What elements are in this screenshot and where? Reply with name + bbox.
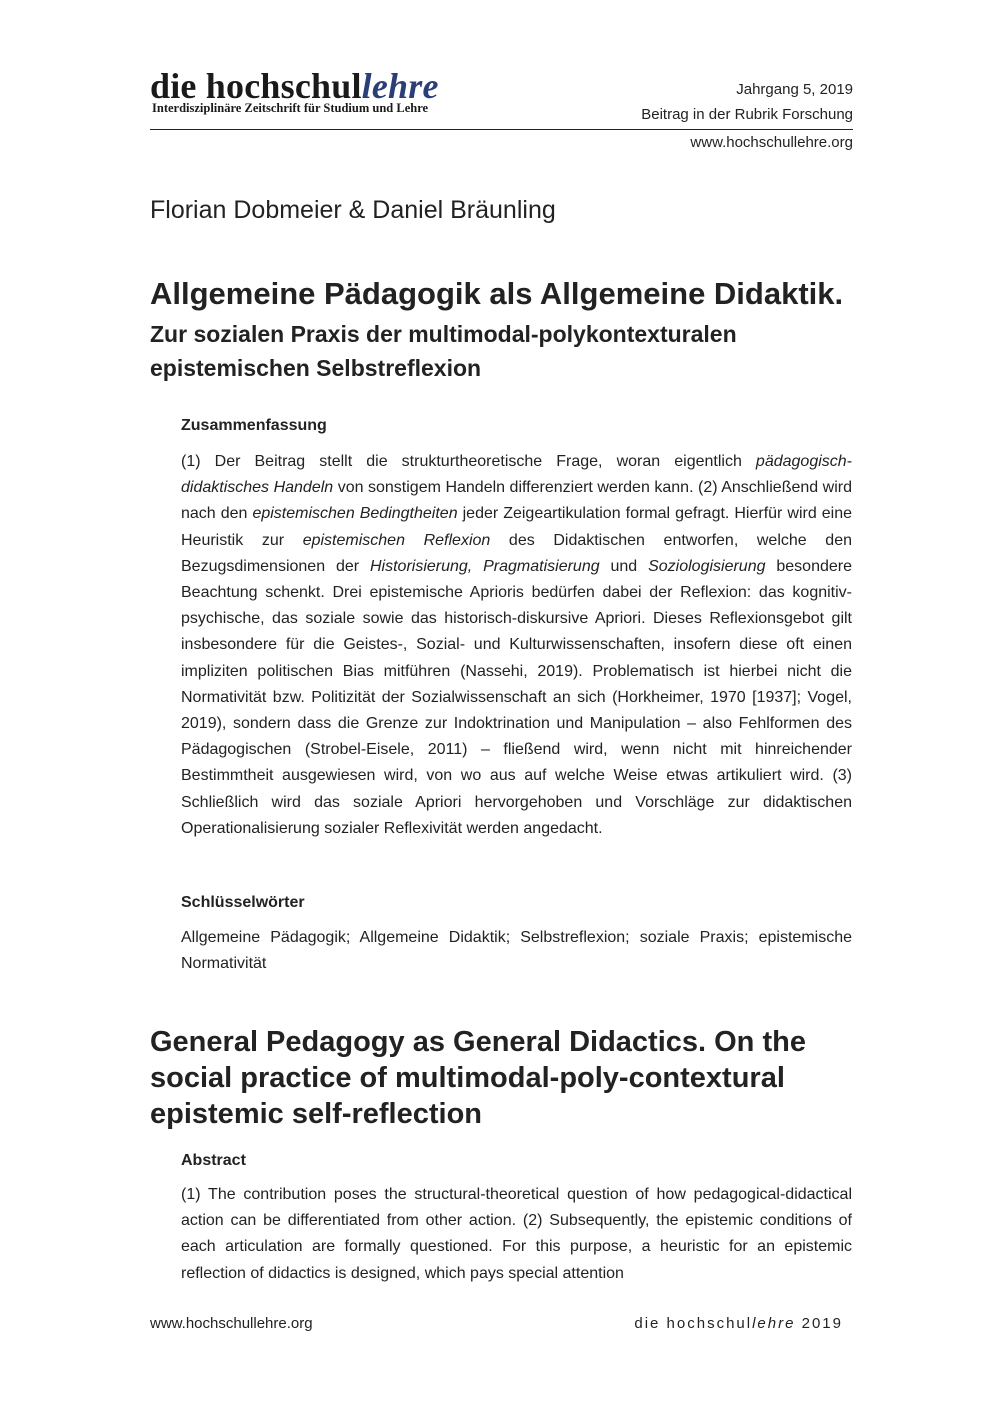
keywords-text: Allgemeine Pädagogik; Allgemeine Didaktik; Selbstreflexion; soziale Praxis; epistemische Normativität	[181, 929, 852, 973]
journal-url[interactable]: www.hochschullehre.org	[690, 134, 853, 151]
journal-subtitle: Interdisziplinäre Zeitschrift für Studium und Lehre	[152, 101, 429, 115]
header-divider	[150, 129, 853, 130]
emphasis: epistemischen Reflexion	[302, 531, 491, 549]
emphasis: pädagogisch-didaktisches Handeln	[181, 453, 852, 497]
footer-url[interactable]: www.hochschullehre.org	[150, 1315, 313, 1332]
emphasis: Historisierung, Pragmatisierung	[369, 557, 600, 575]
emphasis: Soziologisierung	[648, 557, 766, 575]
keywords-heading: Schlüsselwörter	[181, 894, 305, 911]
journal-rubric: Beitrag in der Rubrik Forschung	[641, 106, 853, 123]
german-subtitle: Zur sozialen Praxis der multimodal-polykontexturalen epistemischen Selbstreflexion	[150, 321, 737, 381]
english-abstract: (1) The contribution poses the structural-theoretical question of how pedagogical-didactical action can be differentiated from other action. (2) Subsequently, the epistemic conditions of each articulation are formally questioned. For this purpose, a heuristic for an epistemic reflection of didactics is designed, which pays special attention	[181, 1186, 852, 1282]
english-abstract-heading: Abstract	[181, 1152, 246, 1169]
english-title: General Pedagogy as General Didactics. On the social practice of multimodal-poly-contextural epistemic self-reflection	[150, 1026, 806, 1130]
journal-volume: Jahrgang 5, 2019	[736, 81, 853, 98]
footer-brand: die hochschullehre 2019	[634, 1315, 843, 1332]
german-title: Allgemeine Pädagogik als Allgemeine Didaktik.	[150, 276, 844, 311]
german-abstract: (1) Der Beitrag stellt die strukturtheoretische Frage, woran eigentlich pädagogisch-didaktisches Handeln von sonstigem Handeln differenziert werden kann. (2) Anschließend wird nach den epistemischen Bedingtheiten jeder Zeigeartikulation formal gefragt. Hierfür wird eine Heuristik zur epistemischen Reflexion des Didaktischen entworfen, welche den Bezugsdimensionen der Historisierung, Pragmatisierung und Soziologisierung besondere Beachtung schenkt. Drei epistemische Aprioris bedürfen dabei der Reflexion: das kognitiv-psychische, das soziale sowie das historisch-diskursive Apriori. Dieses Reflexionsgebot gilt insbesondere für die Geistes-, Sozial- und Kulturwissenschaften, insofern diese oft einen impliziten politischen Bias mitführen (Nassehi, 2019). Problematisch ist hierbei nicht die Normativität bzw. Politizität der Sozialwissenschaft an sich (Horkheimer, 1970 [1937]; Vogel, 2019), sondern dass die Grenze zur Indoktrination und Manipulation – also Fehlformen des Pädagogischen (Strobel-Eisele, 2011) – fließend wird, wenn nicht mit hinreichender Bestimmtheit ausgewiesen wird, von wo aus auf welche Weise etwas artikuliert wird. (3) Schließlich wird das soziale Apriori hervorgehoben und Vorschläge zur didaktischen Operationalisierung sozialer Reflexivität werden angedacht.	[181, 453, 853, 837]
journal-logo-main: die hochschul	[150, 66, 362, 106]
german-abstract-heading: Zusammenfassung	[181, 417, 327, 434]
emphasis: epistemischen Bedingtheiten	[252, 505, 458, 523]
journal-logo-italic: lehre	[361, 66, 439, 106]
authors: Florian Dobmeier & Daniel Bräunling	[150, 196, 556, 224]
